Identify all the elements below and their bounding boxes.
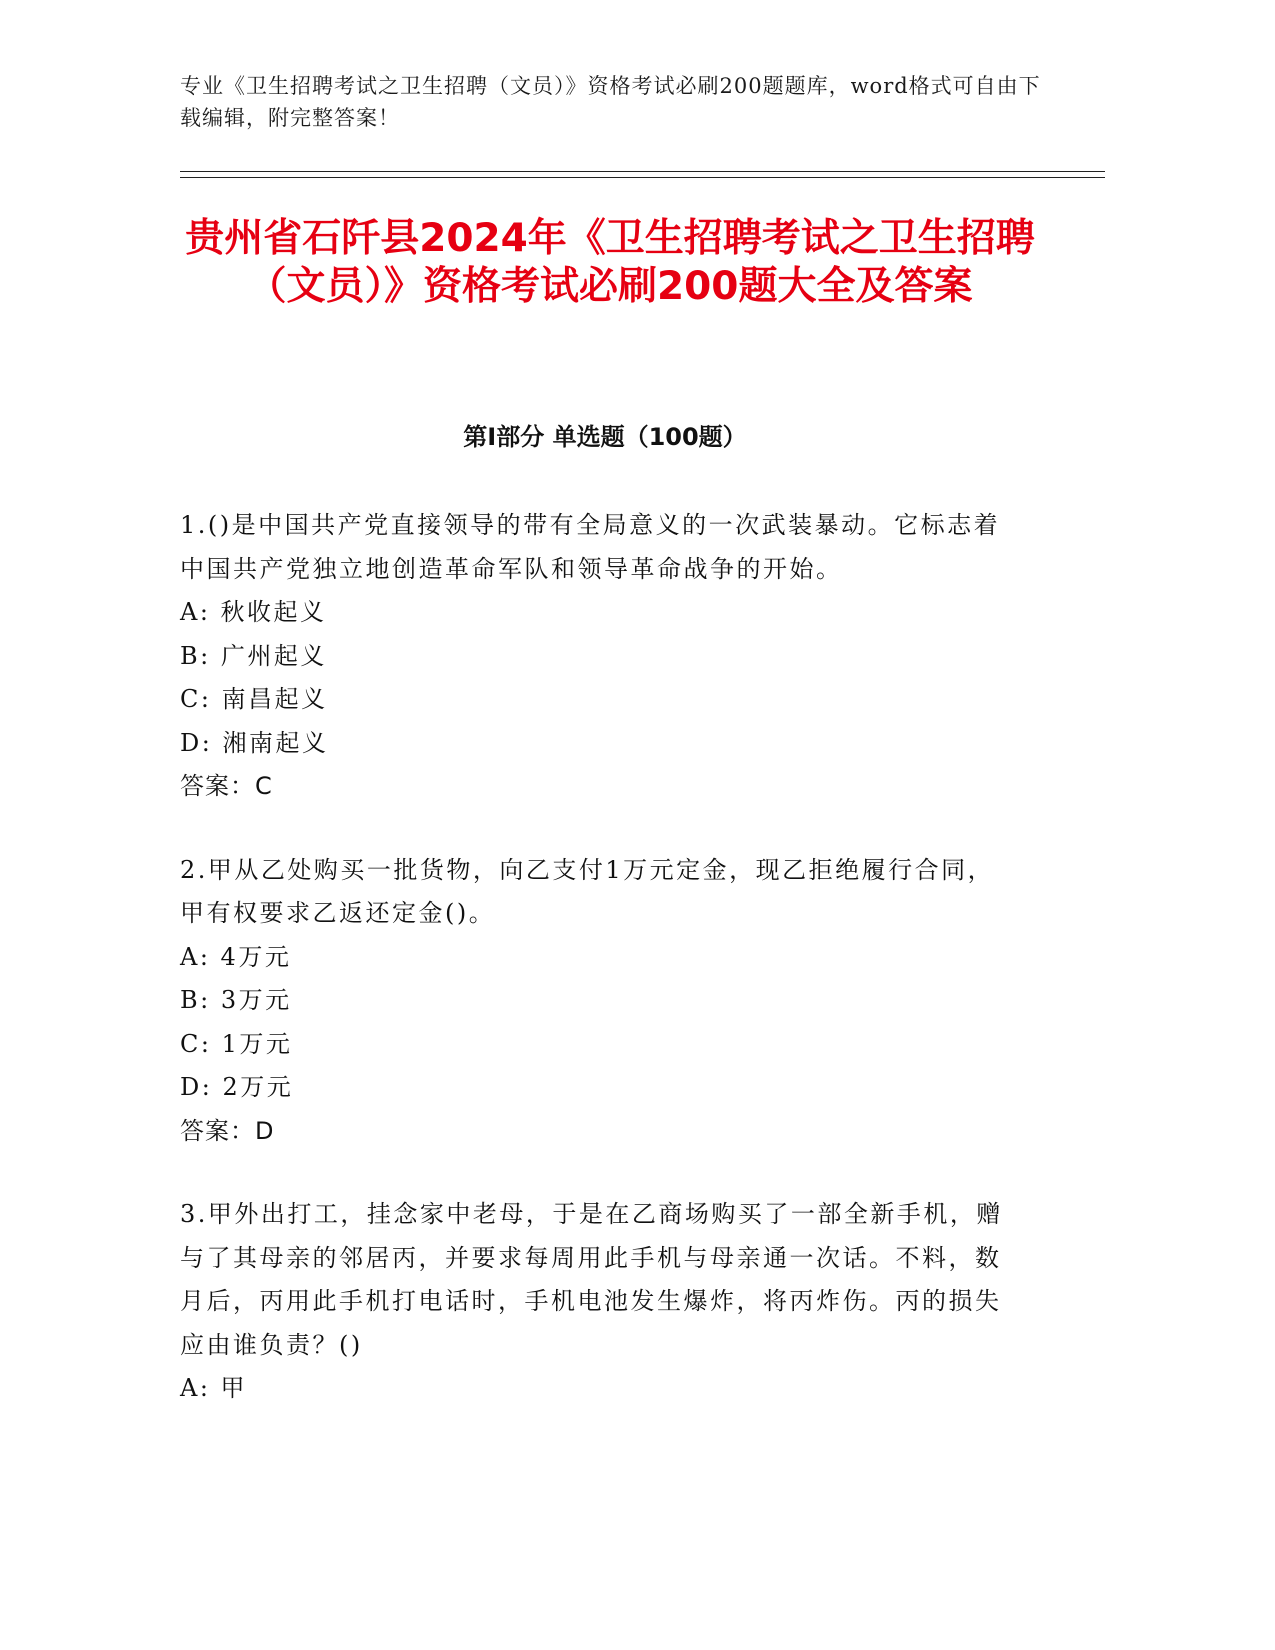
option-c: C: 南昌起义: [180, 685, 328, 713]
option-d: D: 2万元: [180, 1073, 294, 1101]
answer: 答案：C: [180, 772, 273, 800]
option-a: A: 秋收起义: [180, 598, 327, 626]
question-2: [180, 849, 1020, 1154]
answer: 答案：D: [180, 1116, 275, 1145]
question-text: 2.甲从乙处购买一批货物，向乙支付1万元定金，现乙拒绝履行合同，甲有权要求乙返还定金()。: [180, 855, 995, 927]
question-1: [180, 504, 1020, 809]
option-a: A: 甲: [180, 1374, 248, 1402]
header-note: 专业《卫生招聘考试之卫生招聘（文员）》资格考试必刷200题题库，word格式可自由下载编辑，附完整答案！: [180, 74, 1041, 130]
header-divider-top: [180, 171, 1105, 172]
question-text: 1.()是中国共产党直接领导的带有全局意义的一次武装暴动。它标志着中国共产党独立地创造革命军队和领导革命战争的开始。: [180, 511, 1001, 583]
option-a: A: 4万元: [180, 942, 292, 971]
document-title: 贵州省石阡县2024年《卫生招聘考试之卫生招聘（文员）》资格考试必刷200题大全及答案: [185, 216, 1035, 309]
header-divider-bottom: [180, 177, 1105, 178]
question-list: [180, 504, 1020, 1451]
question-text: 3.甲外出打工，挂念家中老母，于是在乙商场购买了一部全新手机，赠与了其母亲的邻居丙，并要求每周用此手机与母亲通一次话。不料，数月后，丙用此手机打电话时，手机电池发生爆炸，将丙炸伤。丙的损失应由谁负责？(): [180, 1200, 1003, 1359]
option-b: B: 3万元: [180, 986, 292, 1014]
section-title: 第Ⅰ部分 单选题（100题）: [463, 423, 747, 451]
option-b: B: 广州起义: [180, 641, 327, 670]
question-3: [180, 1193, 1020, 1411]
option-c: C: 1万元: [180, 1029, 293, 1058]
option-d: D: 湘南起义: [180, 728, 329, 757]
